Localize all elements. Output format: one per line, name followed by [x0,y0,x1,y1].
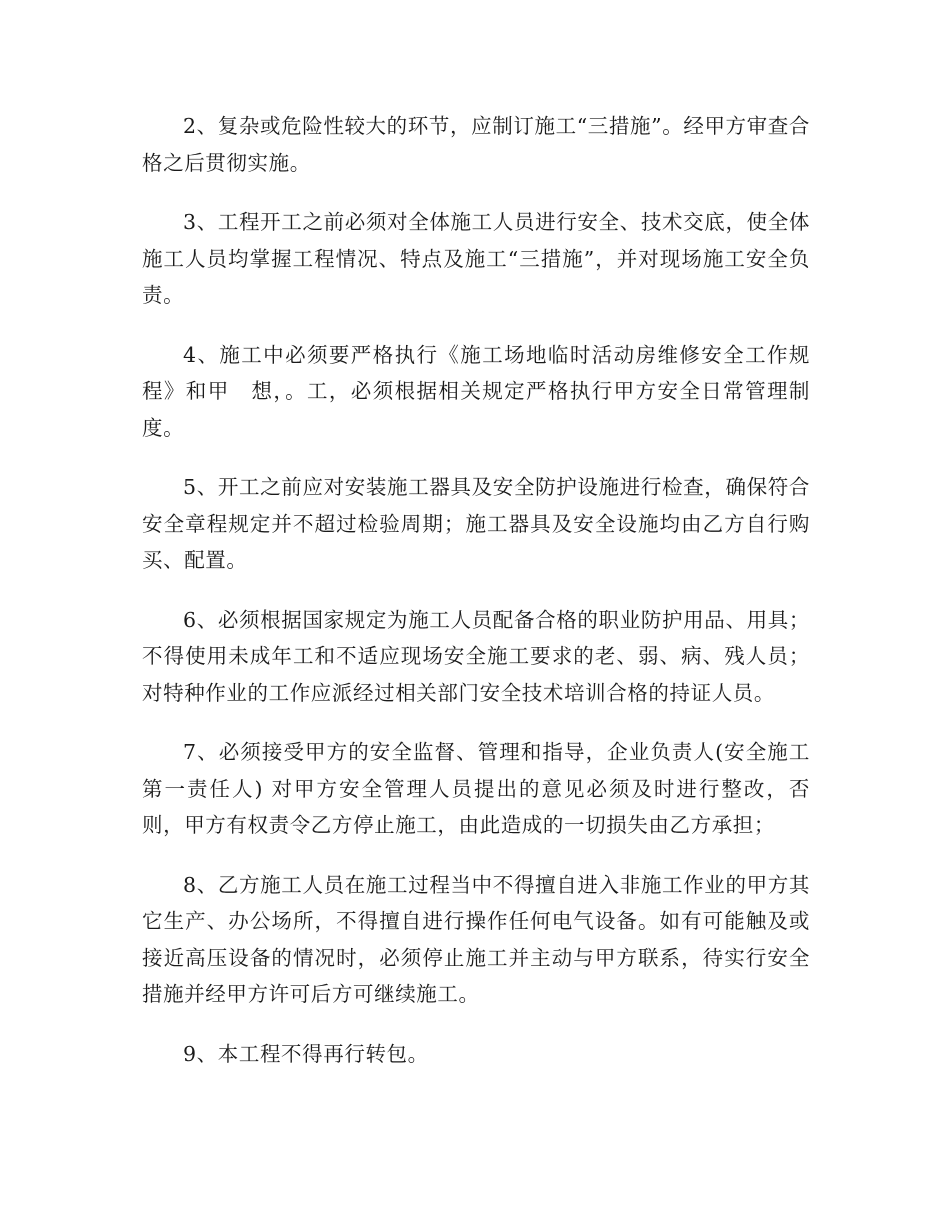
paragraph-item-3: 3、工程开工之前必须对全体施工人员进行安全、技术交底，使全体施工人员均掌握工程情况、特点及施工“三措施”，并对现场施工安全负责。 [142,210,810,307]
paragraph-item-4: 4、施工中必须要严格执行《施工场地临时活动房维修安全工作规程》和甲 想，。工，必须根据相关规定严格执行甲方安全日常管理制度。 [142,342,810,440]
paragraph-item-7: 7、必须接受甲方的安全监督、管理和指导，企业负责人(安全施工第一责任人) 对甲方安全管理人员提出的意见必须及时进行整改，否则，甲方有权责令乙方停止施工，由此造成的一切损失由乙方承担； [142,740,810,837]
paragraph-item-2: 2、复杂或危险性较大的环节，应制订施工“三措施”。经甲方审查合格之后贯彻实施。 [142,114,810,175]
paragraph-item-5: 5、开工之前应对安装施工器具及安全防护设施进行检查，确保符合安全章程规定并不超过检验周期；施工器具及安全设施均由乙方自行购买、配置。 [142,475,810,572]
paragraph-item-8: 8、乙方施工人员在施工过程当中不得擅自进入非施工作业的甲方其它生产、办公场所，不得擅自进行操作任何电气设备。如有可能触及或接近高压设备的情况时，必须停止施工并主动与甲方联系，待实行安全措施并经甲方许可后方可继续施工。 [142,872,810,1006]
paragraph-item-9: 9、本工程不得再行转包。 [183,1041,429,1066]
document-body [142,108,810,1095]
paragraph-item-6: 6、必须根据国家规定为施工人员配备合格的职业防护用品、用具；不得使用未成年工和不适应现场安全施工要求的老、弱、病、残人员；对特种作业的工作应派经过相关部门安全技术培训合格的持证人员。 [142,607,810,705]
